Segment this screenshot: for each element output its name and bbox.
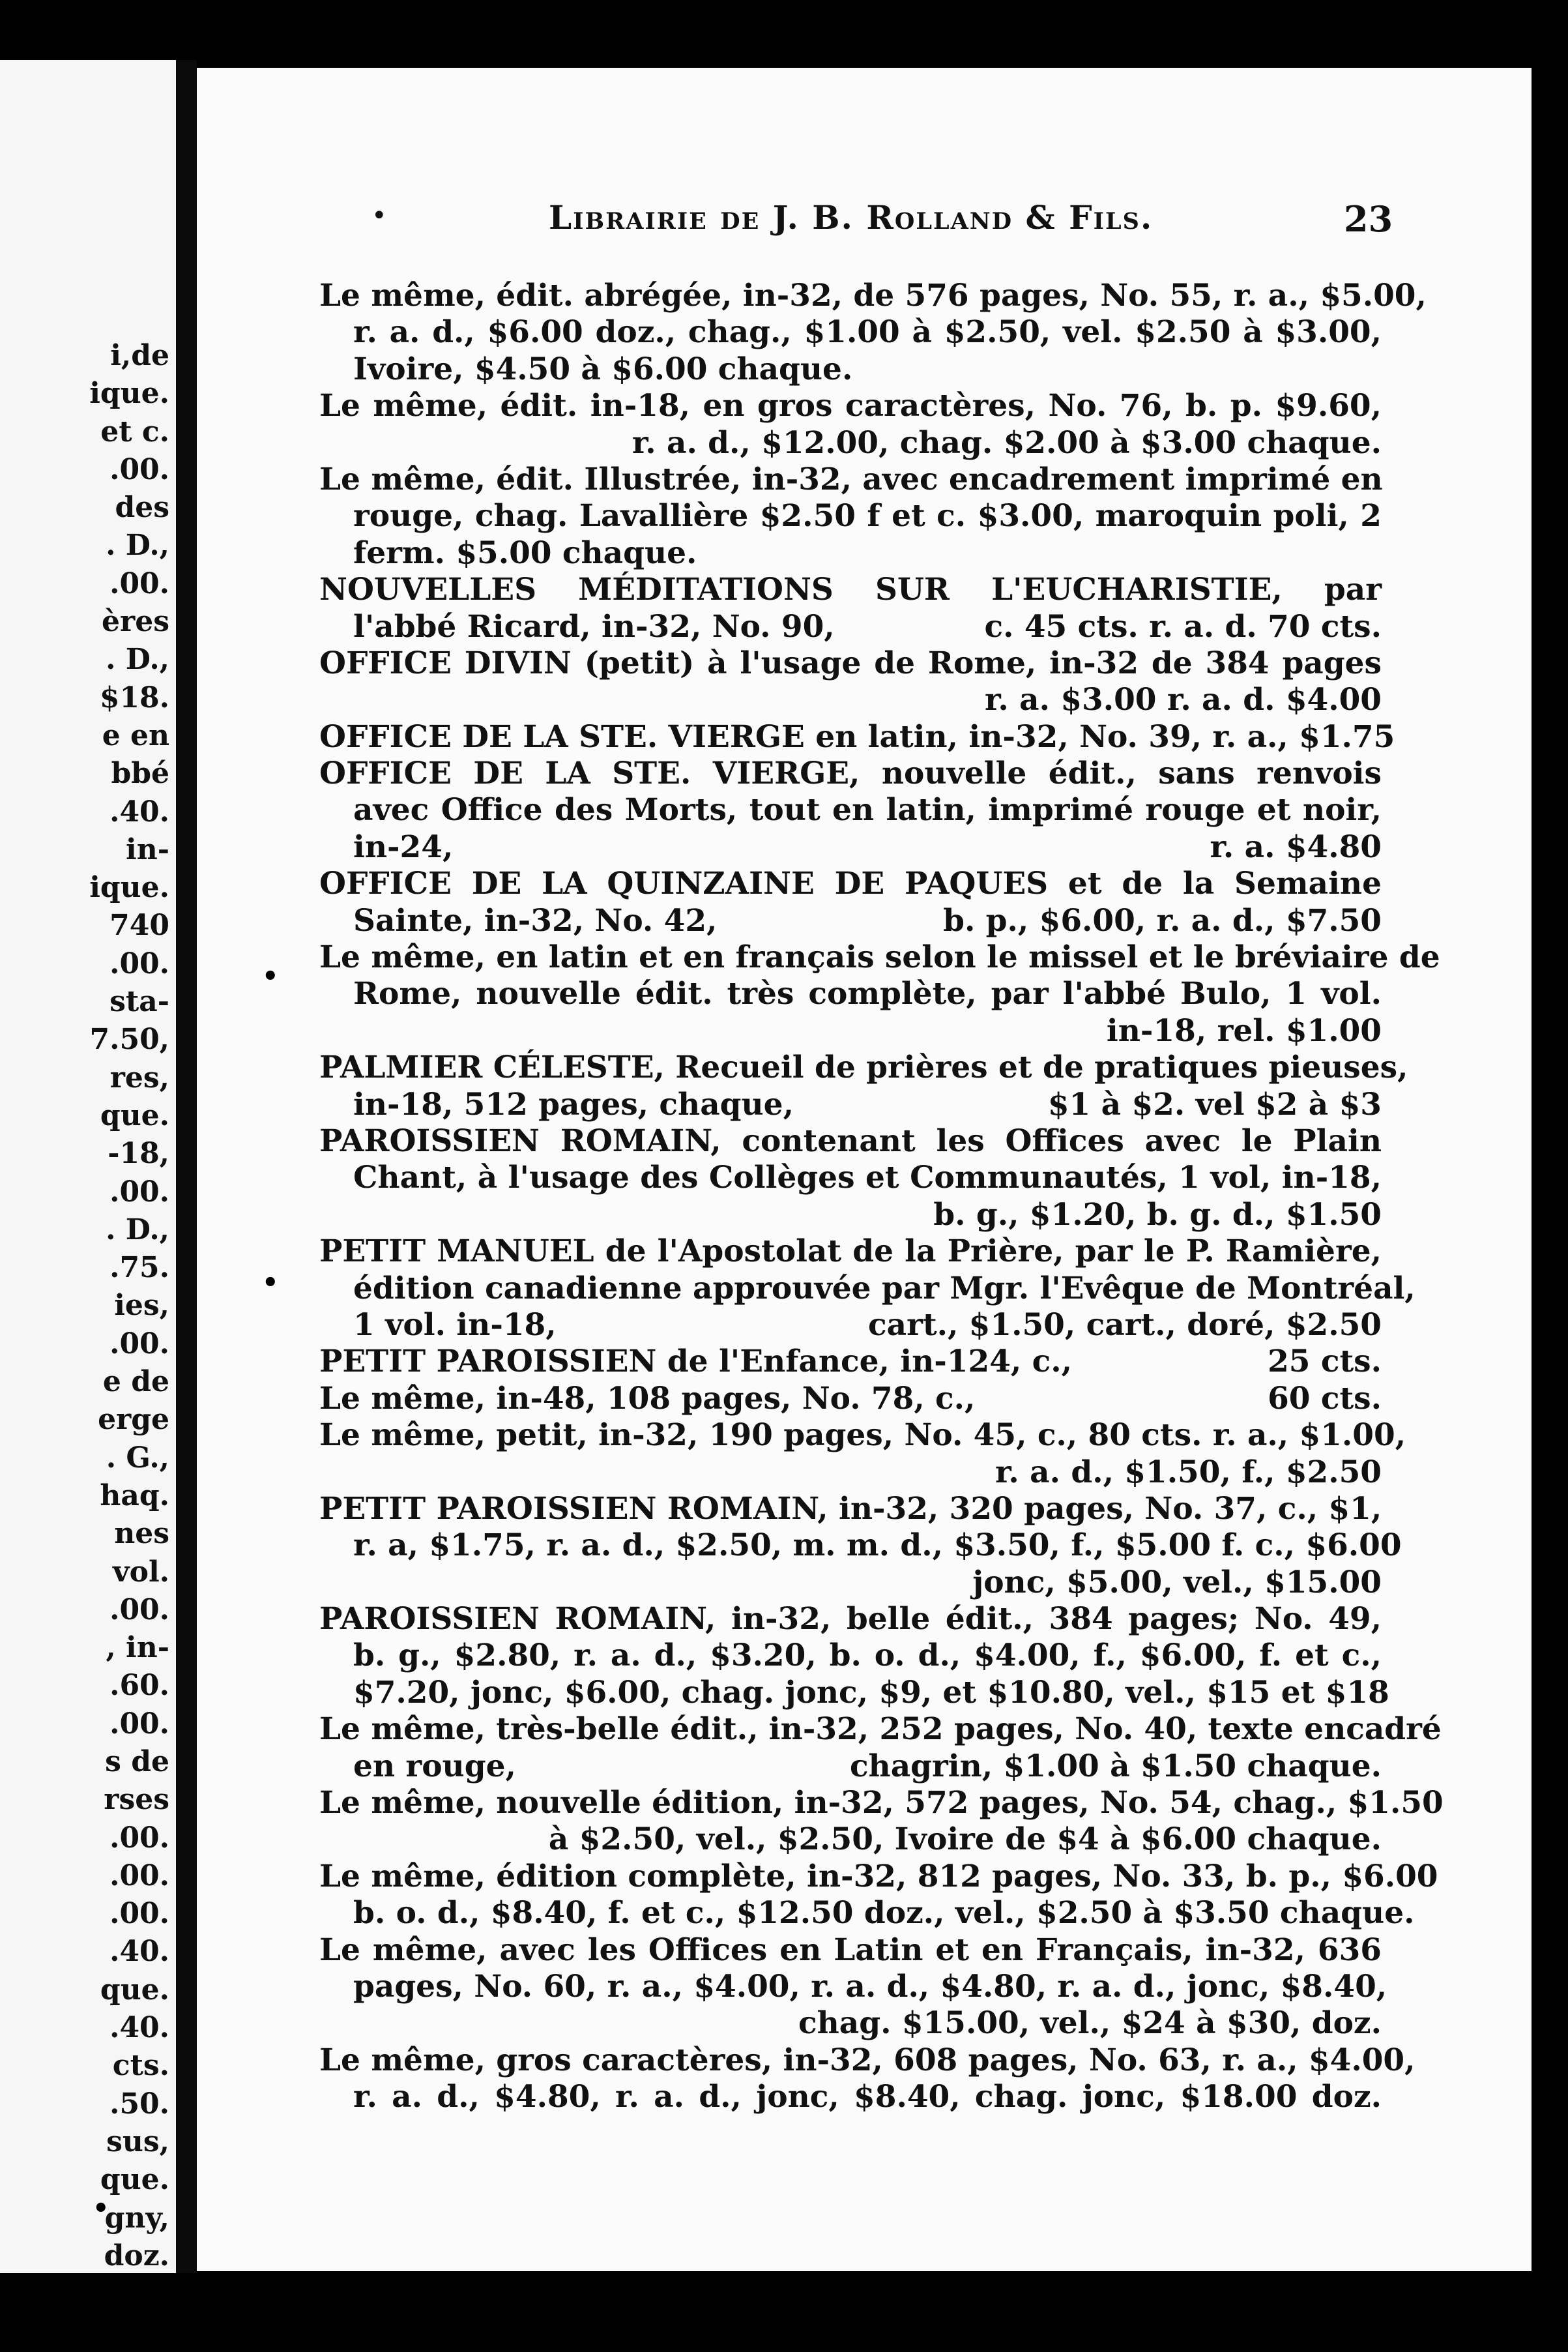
catalogue-entry xyxy=(319,1490,1402,1601)
left-page-fragment-line: . D., xyxy=(106,643,169,677)
entry-price: chagrin, $1.00 à $1.50 chaque. xyxy=(849,1748,1382,1784)
left-page-fragment-line: gny, xyxy=(104,2201,169,2235)
entry-price: 25 cts. xyxy=(1268,1344,1382,1380)
entry-line xyxy=(319,572,1382,608)
entry-line xyxy=(319,1638,1382,1674)
entry-text: PALMIER CÉLESTE, Recueil de prières et de pratiques pieuses, xyxy=(319,1050,1408,1086)
left-page-fragment-line: . G., xyxy=(106,1441,169,1475)
margin-mark: • xyxy=(262,961,279,992)
entry-description: in-18, 512 pages, chaque, xyxy=(353,1086,794,1123)
entry-text: PETIT MANUEL de l'Apostolat de la Prière, par le P. Ramière, xyxy=(319,1233,1382,1270)
entry-line xyxy=(319,829,1382,866)
entry-price: r. a. $4.80 xyxy=(1210,829,1382,865)
catalogue-entry xyxy=(319,1417,1406,1491)
entry-text: Le même, nouvelle édition, in-32, 572 pages, No. 54, chag., $1.50 xyxy=(319,1785,1444,1821)
entry-price: c. 45 cts. r. a. d. 70 cts. xyxy=(984,608,1382,645)
entry-text: r. a, $1.75, r. a. d., $2.50, m. m. d., $3.50, f., $5.00 f. c., $6.00 xyxy=(353,1527,1402,1564)
left-page-fragment-line: que. xyxy=(100,2163,169,2197)
entry-line xyxy=(319,1565,1382,1601)
catalogue-entry xyxy=(319,1233,1416,1344)
entry-text: avec Office des Morts, tout en latin, imprimé rouge et noir, xyxy=(353,792,1382,829)
entry-text: OFFICE DE LA QUINZAINE DE PAQUES et de la Semaine xyxy=(319,866,1382,902)
left-page-fragment-line: $18. xyxy=(99,681,169,714)
entry-line xyxy=(319,1968,1387,2005)
entry-line xyxy=(319,425,1382,462)
entry-text: r. a. $3.00 r. a. d. $4.00 xyxy=(984,682,1382,718)
catalogue-entry xyxy=(319,1932,1387,2042)
entry-text: édition canadienne approuvée par Mgr. l'Evêque de Montréal, xyxy=(353,1270,1416,1306)
left-page-fragment-line: .00. xyxy=(109,1327,169,1360)
entry-text: PETIT PAROISSIEN ROMAIN, in-32, 320 pages, No. 37, c., $1, xyxy=(319,1490,1382,1527)
entry-text: Le même, édition complète, in-32, 812 pages, No. 33, b. p., $6.00 xyxy=(319,1858,1438,1894)
entry-line xyxy=(319,1123,1382,1160)
catalogue-entry xyxy=(319,462,1382,572)
entry-text: b. g., $1.20, b. g. d., $1.50 xyxy=(933,1196,1382,1233)
catalogue-entry xyxy=(319,756,1382,866)
entry-text: ferm. $5.00 chaque. xyxy=(353,535,697,571)
left-page-fragment xyxy=(0,60,176,2273)
left-page-fragment-line: .40. xyxy=(109,795,169,829)
catalogue-entry xyxy=(319,1785,1444,1859)
entry-line xyxy=(319,1821,1382,1858)
entry-line xyxy=(319,1454,1382,1491)
entry-text: Le même, gros caractères, in-32, 608 pages, No. 63, r. a., $4.00, xyxy=(319,2042,1416,2078)
entry-line xyxy=(319,756,1382,792)
entry-text: pages, No. 60, r. a., $4.00, r. a. d., $4.80, r. a. d., jonc, $8.40, xyxy=(353,1968,1387,2005)
entry-line xyxy=(319,1601,1382,1638)
entry-price: b. p., $6.00, r. a. d., $7.50 xyxy=(943,902,1382,939)
left-page-fragment-line: que. xyxy=(100,1973,169,2007)
left-page-fragment-line: .40. xyxy=(109,2011,169,2045)
entry-line xyxy=(319,1785,1444,1821)
left-page-fragment-line: .60. xyxy=(109,1669,169,1703)
entry-text: r. a. d., $12.00, chag. $2.00 à $3.00 chaque. xyxy=(632,424,1382,461)
entry-line xyxy=(319,866,1382,902)
catalogue-entry xyxy=(319,1050,1408,1123)
entry-line xyxy=(319,1858,1438,1895)
left-page-fragment-line: . D., xyxy=(106,1213,169,1246)
left-page-fragment-line: ies, xyxy=(114,1289,169,1323)
entry-description: en rouge, xyxy=(353,1748,516,1784)
left-page-fragment-line: .00. xyxy=(109,1859,169,1892)
entry-text: Rome, nouvelle édit. très complète, par l'abbé Bulo, 1 vol. xyxy=(353,976,1382,1012)
left-page-fragment-line: nes xyxy=(114,1517,169,1551)
left-page-fragment-line: .00. xyxy=(109,1175,169,1209)
left-page-fragment-line: doz. xyxy=(104,2239,169,2272)
catalogue-entry xyxy=(319,1381,1382,1417)
left-page-fragment-line: -18, xyxy=(108,1137,169,1171)
entry-text: rouge, chag. Lavallière $2.50 f et c. $3.00, maroquin poli, 2 xyxy=(353,498,1382,535)
left-page-fragment-line: .40. xyxy=(109,1935,169,1969)
entry-line xyxy=(319,1895,1415,1932)
entry-line xyxy=(319,976,1382,1012)
left-page-fragment-line: que. xyxy=(100,1098,169,1132)
entry-text: Le même, édit. in-18, en gros caractères, No. 76, b. p. $9.60, xyxy=(319,388,1382,424)
catalogue-entry xyxy=(319,866,1382,939)
left-page-fragment-line: rses xyxy=(104,1783,169,1817)
catalogue-entry xyxy=(319,718,1395,756)
left-page-fragment-line: res, xyxy=(109,1061,169,1095)
left-page-fragment-line: ique. xyxy=(89,377,169,411)
left-page-fragment-line: e de xyxy=(102,1365,169,1399)
entry-line xyxy=(319,1381,1382,1417)
entry-line xyxy=(319,1233,1382,1270)
entry-line xyxy=(319,1197,1382,1233)
entry-line xyxy=(319,498,1382,535)
left-page-fragment-line: in- xyxy=(126,832,169,866)
catalogue-entry xyxy=(319,1344,1382,1380)
catalogue-entry xyxy=(319,645,1382,719)
left-page-fragment-line: .50. xyxy=(109,2087,169,2121)
entry-line xyxy=(319,2005,1382,2042)
catalogue-entry xyxy=(319,1123,1382,1233)
left-page-fragment-line: .00. xyxy=(109,1897,169,1931)
entry-description: PETIT PAROISSIEN de l'Enfance, in-124, c., xyxy=(319,1344,1072,1380)
left-page-fragment-line: s de xyxy=(105,1744,169,1778)
entry-text: Le même, très-belle édit., in-32, 252 pages, No. 40, texte encadré xyxy=(319,1711,1442,1748)
entry-line xyxy=(319,1344,1382,1380)
entry-text: r. a. d., $6.00 doz., chag., $1.00 à $2.50, vel. $2.50 à $3.00, xyxy=(353,314,1382,351)
entry-text: Le même, avec les Offices en Latin et en Français, in-32, 636 xyxy=(319,1932,1382,1968)
left-page-fragment-line: erge xyxy=(98,1403,169,1437)
left-page-fragment-line: .00. xyxy=(109,452,169,486)
catalogue-entry xyxy=(319,278,1427,388)
entry-description: 1 vol. in-18, xyxy=(353,1306,557,1343)
entry-line xyxy=(319,1527,1402,1564)
left-page-fragment-line: sta- xyxy=(109,985,169,1019)
entry-line xyxy=(319,1417,1406,1454)
entry-text: OFFICE DIVIN (petit) à l'usage de Rome, in-32 de 384 pages xyxy=(319,645,1382,681)
left-page-fragment-line: sus, xyxy=(106,2124,169,2158)
left-page-fragment-line: 740 xyxy=(109,909,169,943)
entry-description: Le même, in-48, 108 pages, No. 78, c., xyxy=(319,1380,976,1417)
left-page-fragment-line: cts. xyxy=(112,2049,169,2083)
left-page-text-fragments xyxy=(89,337,169,2275)
entry-line xyxy=(319,1491,1382,1527)
entry-description: l'abbé Ricard, in-32, No. 90, xyxy=(353,608,835,645)
entry-line xyxy=(319,1674,1389,1711)
entry-line xyxy=(319,939,1440,976)
entry-line xyxy=(319,1050,1408,1086)
left-page-fragment-line: vol. xyxy=(113,1555,169,1589)
entry-line xyxy=(319,1013,1382,1050)
left-page-fragment-line: des xyxy=(115,491,169,525)
entry-line xyxy=(319,535,1382,572)
catalogue-entry xyxy=(319,1858,1438,1932)
entry-price: $1 à $2. vel $2 à $3 xyxy=(1047,1086,1382,1123)
entry-text: b. o. d., $8.40, f. et c., $12.50 doz., vel., $2.50 à $3.50 chaque. xyxy=(353,1895,1415,1932)
entry-price: cart., $1.50, cart., doré, $2.50 xyxy=(868,1306,1382,1343)
left-page-fragment-line: e en xyxy=(102,718,169,752)
entry-text: Le même, petit, in-32, 190 pages, No. 45, c., 80 cts. r. a., $1.00, xyxy=(319,1417,1406,1454)
running-header xyxy=(197,198,1532,250)
left-page-fragment-line: bbé xyxy=(111,757,169,791)
entry-text: OFFICE DE LA STE. VIERGE en latin, in-32, No. 39, r. a., $1.75 xyxy=(319,718,1395,755)
margin-mark: • xyxy=(93,2193,109,2224)
left-page-fragment-line: ères xyxy=(102,605,169,639)
entry-text: in-18, rel. $1.00 xyxy=(1106,1012,1382,1049)
entry-line xyxy=(319,1270,1416,1307)
catalogue-entries xyxy=(319,278,1444,2116)
entry-line xyxy=(319,718,1395,756)
entry-line xyxy=(319,388,1382,424)
entry-text: NOUVELLES MÉDITATIONS SUR L'EUCHARISTIE, par xyxy=(319,572,1382,608)
left-page-fragment-line: . D., xyxy=(106,529,169,563)
entry-text: Le même, en latin et en français selon le missel et le bréviaire de xyxy=(319,939,1440,976)
entry-price: 60 cts. xyxy=(1268,1380,1382,1417)
entry-text: jonc, $5.00, vel., $15.00 xyxy=(972,1564,1382,1600)
catalogue-entry xyxy=(319,388,1382,462)
header-ornament: • xyxy=(371,201,387,231)
entry-text: Le même, édit. abrégée, in-32, de 576 pages, No. 55, r. a., $5.00, xyxy=(319,278,1427,314)
entry-text: r. a. d., $1.50, f., $2.50 xyxy=(995,1454,1382,1490)
catalogue-entry xyxy=(319,2042,1416,2116)
entry-line xyxy=(319,609,1382,645)
entry-line xyxy=(319,351,1382,388)
left-page-fragment-line: .00. xyxy=(109,1707,169,1741)
left-page-fragment-line: et c. xyxy=(100,415,169,448)
entry-text: b. g., $2.80, r. a. d., $3.20, b. o. d., $4.00, f., $6.00, f. et c., xyxy=(353,1638,1382,1674)
entry-line xyxy=(319,1087,1382,1123)
left-page-fragment-line: .00. xyxy=(109,566,169,600)
catalogue-entry xyxy=(319,1601,1389,1711)
entry-text: PAROISSIEN ROMAIN, in-32, belle édit., 384 pages; No. 49, xyxy=(319,1601,1382,1638)
entry-text: Le même, édit. Illustrée, in-32, avec encadrement imprimé en xyxy=(319,461,1383,497)
left-page-fragment-line: , in- xyxy=(106,1631,169,1665)
entry-text: PAROISSIEN ROMAIN, contenant les Offices avec le Plain xyxy=(319,1123,1382,1159)
entry-text: Chant, à l'usage des Collèges et Communautés, 1 vol, in-18, xyxy=(353,1160,1382,1196)
entry-text: à $2.50, vel., $2.50, Ivoire de $4 à $6.00 chaque. xyxy=(548,1821,1382,1858)
catalogue-entry xyxy=(319,1711,1442,1785)
entry-text: chag. $15.00, vel., $24 à $30, doz. xyxy=(798,2005,1382,2042)
catalogue-entry xyxy=(319,572,1382,645)
entry-description: Sainte, in-32, No. 42, xyxy=(353,902,718,939)
entry-text: r. a. d., $4.80, r. a. d., jonc, $8.40, chag. jonc, $18.00 doz. xyxy=(353,2079,1382,2115)
entry-line xyxy=(319,2042,1416,2079)
entry-line xyxy=(319,2079,1382,2115)
entry-line xyxy=(319,903,1382,939)
left-page-fragment-line: haq. xyxy=(100,1478,169,1512)
entry-line xyxy=(319,278,1427,314)
entry-text: Ivoire, $4.50 à $6.00 chaque. xyxy=(353,351,853,387)
entry-line xyxy=(319,645,1382,682)
page-number: 23 xyxy=(1344,198,1393,240)
entry-text: $7.20, jonc, $6.00, chag. jonc, $9, et $10.80, vel., $15 et $18 xyxy=(353,1674,1389,1711)
catalogue-entry xyxy=(319,939,1440,1050)
entry-line xyxy=(319,1711,1442,1748)
entry-text: OFFICE DE LA STE. VIERGE, nouvelle édit., sans renvois xyxy=(319,756,1382,792)
entry-line xyxy=(319,314,1382,351)
margin-mark: • xyxy=(262,1267,279,1298)
left-page-fragment-line: .00. xyxy=(109,1593,169,1626)
entry-line xyxy=(319,1932,1382,1969)
header-title: Librairie de J. B. Rolland & Fils. xyxy=(549,198,1154,237)
page-gutter xyxy=(176,60,197,2273)
entry-line xyxy=(319,1307,1382,1344)
entry-line xyxy=(319,682,1382,718)
left-page-fragment-line: 7.50, xyxy=(89,1023,169,1057)
entry-description: in-24, xyxy=(353,829,454,865)
left-page-fragment-line: .00. xyxy=(109,947,169,980)
left-page-fragment-line: i,de xyxy=(110,339,169,372)
left-page-fragment-line: .75. xyxy=(109,1251,169,1285)
entry-line xyxy=(319,792,1382,829)
entry-line xyxy=(319,1160,1382,1196)
left-page-fragment-line: .00. xyxy=(109,1821,169,1855)
entry-line xyxy=(319,1748,1382,1785)
entry-line xyxy=(319,462,1382,498)
left-page-fragment-line: ique. xyxy=(89,871,169,905)
